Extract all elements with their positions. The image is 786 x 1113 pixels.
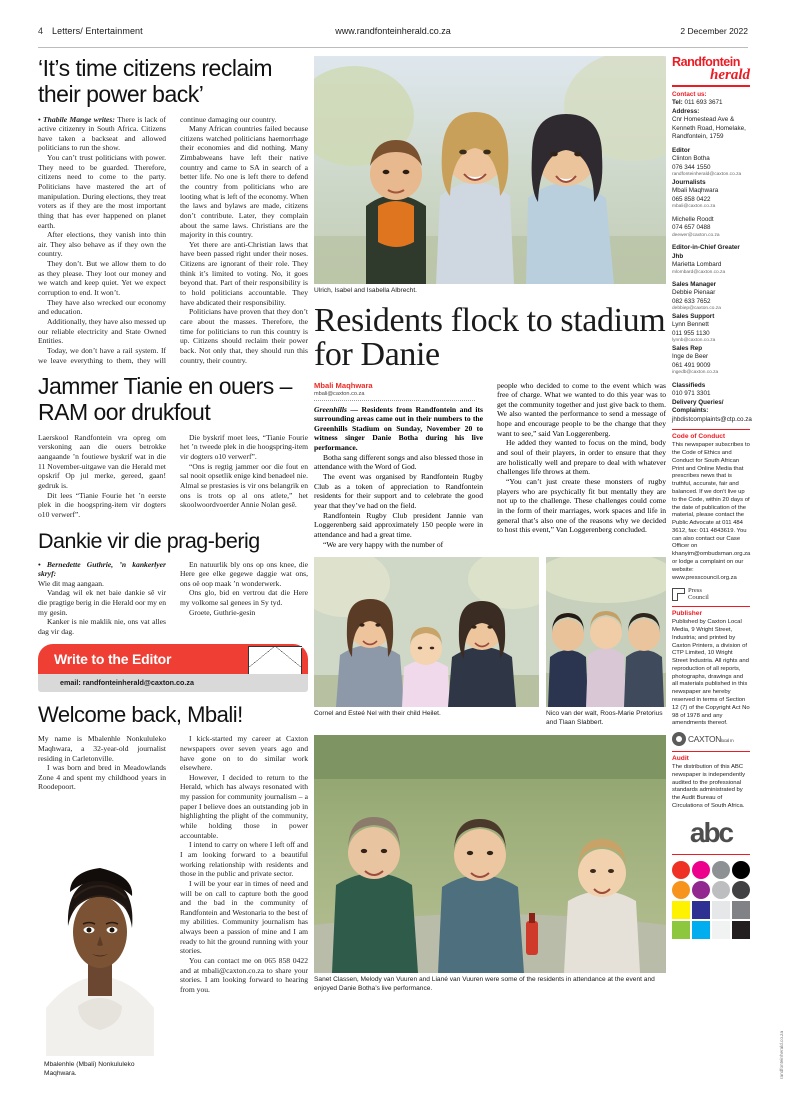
- swatch: [692, 861, 710, 879]
- sales-support-label: Sales Support: [672, 312, 715, 320]
- photo-nel-family: [314, 557, 539, 707]
- publication-date: 2 December 2022: [680, 26, 748, 36]
- editor-email[interactable]: randfonteinherald@caxton.co.za: [672, 172, 742, 178]
- swatch: [712, 921, 730, 939]
- write-to-editor-title: Write to the Editor: [54, 650, 172, 667]
- paragraph: Politicians have proven that they don’t care about the masses. Therefore, the time for politicians to run this country is up. Citizens should reclaim their power back. Not only that, they should run this country, their country.: [180, 307, 308, 365]
- logo-herald-text: herald: [709, 66, 750, 83]
- lede-paragraph: [314, 405, 483, 453]
- sales-manager-label: Sales Manager: [672, 280, 717, 288]
- divider-audit: [672, 751, 750, 752]
- page-header-bar: [38, 26, 748, 48]
- paragraph: The event was organised by Randfontein Rugby Club as a token of appreciation to Randfontein residents for their support and to celebrate the good year that they’ve had on the field.: [314, 472, 483, 510]
- paragraph: Dit lees “Tianie Fourie het ’n eerste plek in die hoogspring-item vir dogters o10 verwerf”.: [38, 490, 166, 519]
- headline-welcome-mbali: Welcome back, Mbali!: [38, 701, 243, 727]
- eic-name: Marietta Lombard: [672, 261, 722, 268]
- paragraph: They don’t. But we allow them to do as they please. They loot our money and we watch and keep quiet. Yet we expect corruption to end. It won’t.: [38, 259, 166, 298]
- delivery-email[interactable]: jhbdistcomplaints@ctp.co.za: [672, 415, 752, 423]
- write-to-editor-email-bar: [38, 674, 308, 692]
- journalist1-email[interactable]: mbali@caxton.co.za: [672, 204, 716, 210]
- paragraph: Yet there are anti-Christian laws that have been passed right under their noses. Citizens are ignorant of their role. They think it’s limited to voting. No, it goes beyond that. Part of their responsibility is to hold politicians accountable. They have abdicated their responsibility.: [180, 239, 308, 307]
- paragraph: people who decided to come to the event which was free of charge. What we wanted to do this year was to get the community together and just give back to them. We also wanted the performance to send a message of hope and encourage people to be the change that they want to see,” said Van Loggerenberg.: [497, 380, 666, 438]
- press-council-logo: [672, 587, 750, 601]
- audit-title: Audit: [672, 755, 689, 763]
- divider-swatches: [672, 854, 750, 855]
- residents-article-body: [314, 381, 666, 550]
- middle-column: [314, 56, 666, 993]
- headline-citizens-reclaim: ‘It’s time citizens reclaim their power back’: [38, 55, 273, 107]
- swatch: [732, 921, 750, 939]
- tel-row: [672, 99, 750, 108]
- journalists-label: Journalists: [672, 178, 706, 186]
- article-jammer-tianie: [38, 374, 308, 519]
- paragraph: I will be your ear in times of need and will be on call to capture both the good and the bad in the community of Randfontein and Westonaria to the best of my abilities. Community journalism has always been a passion of mine and I am ready to hit the ground running with your stories.: [180, 878, 308, 956]
- audit-body: The distribution of this ABC newspaper is independently audited to the professional standards administrated by the Audit Bureau of Circulations of South Africa.: [672, 764, 746, 809]
- sales-rep-phone: 061 491 9009: [672, 361, 711, 369]
- classifieds-label: Classifieds: [672, 381, 706, 389]
- address-label: Address:: [672, 107, 700, 115]
- eic-email[interactable]: mlombard@caxton.co.za: [672, 269, 726, 275]
- paragraph: En natuurlik bly ons op ons knee, die Here gee elke gegewe daggie wat ons, ons oë oop maak ’n wonderwerk.: [180, 559, 308, 588]
- editor-name: Clinton Botha: [672, 155, 710, 163]
- editor-phone: 076 344 1550: [672, 163, 711, 171]
- caxton-text: CAXTON: [688, 734, 721, 745]
- paragraph: Wie dit mag aangaan.: [38, 578, 104, 588]
- press-council-line1: Press: [688, 587, 702, 595]
- swatch: [692, 901, 710, 919]
- section-name: Letters/ Entertainment: [52, 26, 143, 36]
- photo-nel-family-wrap: [314, 557, 539, 727]
- author-name: Mbali Maqhwara: [314, 380, 373, 390]
- paragraph: Randfontein Rugby Club president Jannie van Loggerenberg said approximately 150 people were in attendance and had a great time.: [314, 510, 483, 539]
- sales-manager-name: Debbie Pienaar: [672, 289, 716, 297]
- caption-nel-family: Cornel and Esteé Nel with their child Heilet.: [314, 710, 441, 718]
- photo-nel-image: [314, 557, 539, 707]
- swatch: [692, 921, 710, 939]
- code-of-conduct-title: Code of Conduct: [672, 433, 726, 441]
- headline-jammer-tianie: Jammer Tianie en ouers – RAM oor drukfout: [38, 373, 292, 425]
- publication-logo: [672, 56, 750, 87]
- journalist2-email[interactable]: deewer@caxton.co.za: [672, 232, 720, 238]
- residents-body-left: [314, 381, 483, 550]
- lede-text: — Residents from Randfontein and its surrounding areas came out in their numbers to the Greenhills Stadium on Sunday, November 20 to witness singer Danie Botha during his live performance.: [314, 404, 483, 453]
- journalist2-phone: 074 657 0488: [672, 224, 711, 232]
- divider: [314, 400, 475, 401]
- paragraph: Kanker is nie maklik nie, ons vat alles dag vir dag.: [38, 617, 166, 636]
- sales-support-phone: 011 955 1130: [672, 329, 710, 337]
- colour-registration-swatches: [672, 861, 750, 939]
- paragraph: You can contact me on 065 858 0422 and at mbali@caxton.co.za to share your stories. I am looking forward to hearing from you.: [180, 955, 308, 994]
- eic-label: Editor-in-Chief Greater Jhb: [672, 244, 740, 260]
- paragraph: After elections, they vanish into thin air. They also behave as if they own the country.: [38, 230, 166, 259]
- caxton-logo: [672, 732, 750, 746]
- paragraph: Laerskool Randfontein vra opreg om verskoning aan die ouers betrokke aangaande ’n foutiewe byskrif wat in die 11 November-uitgawe van die Herald met opskrif Op jul merke, gereed, gaan! gedruk is.: [38, 432, 166, 490]
- audit-block: [672, 755, 750, 811]
- paragraph: You can’t trust politicians with power. They need to be guarded. Therefore, citizens need to come to the party. Politicians have mastered the art of manipulation. During elections, they treat voters as if they are the most important thing that has ever happened on planet earth.: [38, 153, 166, 230]
- paragraph: Botha sang different songs and also blessed those in attendance with the Word of God.: [314, 452, 483, 472]
- residents-body-right: [497, 381, 666, 550]
- portrait-image: [44, 838, 156, 1056]
- photo-picnic-image: [314, 735, 666, 973]
- paragraph: “We are very happy with the number of: [323, 539, 444, 549]
- swatch: [672, 881, 690, 899]
- sales-rep-name: Inge de Beer: [672, 353, 709, 361]
- delivery-label: Delivery Queries/ Complaints:: [672, 398, 724, 415]
- paragraph: He added they wanted to focus on the mind, body and soul of their players, in order to ensure that they are holistically well and prepare to deal with whatever challenges life throws at them.: [497, 438, 666, 477]
- sales-manager-phone: 082 633 7652: [672, 297, 711, 305]
- caption-mbali-portrait: Mbalenhle (Mbali) Nonkululeko Maqhwara.: [44, 1061, 135, 1077]
- press-council-line2: Council: [688, 594, 709, 602]
- press-council-mark-icon: [672, 588, 685, 601]
- paragraph: Many African countries failed because citizens watched politicians haemorrhage their economies and did nothing. Many Zimbabweans have left their native country and came to SA in search of a better life. No one is left there to defend the country from politicians who are looting what is left of the economy. When the laws and bylaws are made, citizens don’t contribute. Later, they complain about the same laws. Christians are the majority in this country.: [180, 124, 308, 240]
- paragraph: Die byskrif moet lees, “Tianie Fourie het ’n tweede plek in die hoogspring-item vir dogters o10 verwerf”.: [180, 432, 308, 461]
- swatch: [672, 901, 690, 919]
- paragraph: I was born and bred in Meadowlands Zone 4 and spent my childhood years in Roodepoort.: [38, 763, 166, 792]
- sales-support-name: Lynn Bennett: [672, 321, 709, 329]
- article-body-citizens: [38, 115, 308, 366]
- address-value: Cnr Homestead Ave & Kenneth Road, Homelake, Randfontein, 1759: [672, 116, 746, 141]
- swatch: [712, 901, 730, 919]
- photo-row-2: [314, 557, 666, 727]
- logo-randfontein-text: Randfontein: [672, 55, 740, 69]
- code-of-conduct-body: This newspaper subscribes to the Code of Ethics and Conduct for South African Print and Online Media that prescribes news that is truthful, accurate, fair and balanced. If we don’t live up to the Code, within 20 days of the date of publication of the material, please contact the Public Advocate at 011 484 3612, fax: 011 4843619. You can also contact our Case Officer on khanyim@ombudsman.org.za or lodge a complaint on our website: www.presscouncil.org.za: [672, 442, 751, 581]
- swatch: [712, 881, 730, 899]
- article-dankie: [38, 529, 308, 636]
- caxton-mark-icon: [672, 732, 686, 746]
- paragraph: Groete, Guthrie-gesin: [189, 607, 256, 617]
- sales-rep-label: Sales Rep: [672, 344, 703, 352]
- logo-divider: [672, 85, 750, 87]
- swatch: [732, 861, 750, 879]
- sales-manager-email[interactable]: debbiep@caxton.co.za: [672, 306, 721, 312]
- masthead-sidebar: [672, 56, 750, 939]
- byline: • Thabile Mange writes:: [38, 114, 115, 124]
- write-to-editor-banner[interactable]: [38, 644, 308, 692]
- swatch: [672, 861, 690, 879]
- divider-code: [672, 429, 750, 430]
- paragraph: [38, 560, 166, 579]
- caxton-sub: local m: [720, 738, 734, 744]
- contact-title: Contact us:: [672, 90, 707, 98]
- website-url[interactable]: www.randfonteinherald.co.za: [335, 26, 451, 36]
- photo-picnic: [314, 735, 666, 973]
- photo-trio-image: [546, 557, 666, 707]
- paragraph: However, I decided to return to the Herald, which has always resonated with my passion for community journalism – a paper I believe does an outstanding job in highlighting the plight of the community, while holding those in power accountable.: [180, 772, 308, 840]
- swatch: [692, 881, 710, 899]
- paragraph: Ons glo, bid en vertrou dat die Here my volkome sal genees in Sy tyd.: [180, 588, 308, 608]
- tel-label: Tel:: [672, 99, 683, 107]
- swatch: [712, 861, 730, 879]
- journalist2-name: Michelle Roodt: [672, 215, 714, 223]
- publisher-block: [672, 610, 750, 728]
- photo-trio-wrap: [546, 557, 666, 727]
- publisher-title: Publisher: [672, 610, 703, 618]
- sales-rep-email[interactable]: ingedb@caxton.co.za: [672, 370, 719, 376]
- page-number: 4: [38, 26, 44, 36]
- photo-albrecht-image: [314, 56, 666, 284]
- paragraph: Vandag wil ek net baie dankie sê vir die pragtige berig in die Herald oor my en my gesin.: [38, 588, 166, 617]
- code-of-conduct-block: [672, 433, 750, 582]
- tel-value: 011 693 3671: [684, 99, 723, 107]
- sales-support-email[interactable]: lynnb@caxton.co.za: [672, 338, 716, 344]
- byline: • Bernedette Guthrie, ’n kankerlyer skryf:: [38, 559, 166, 579]
- headline-residents-flock: Residents flock to stadium for Danie: [314, 301, 666, 373]
- paragraph: I kick-started my career at Caxton newspapers over seven years ago and have gone on to do similar work elsewhere.: [180, 734, 308, 773]
- article-citizens-reclaim: [38, 56, 308, 365]
- swatch: [672, 921, 690, 939]
- swatch: [732, 901, 750, 919]
- photo-albrecht-family: [314, 56, 666, 284]
- swatch: [732, 881, 750, 899]
- caption-trio: Nico van der walt, Roos-Marie Pretorius and Tlaan Slabbert.: [546, 710, 663, 726]
- editor-label: Editor: [672, 146, 691, 154]
- photo-trio: [546, 557, 666, 707]
- paragraph: [38, 115, 166, 154]
- publisher-body: Published by Caxton Local Media, 9 Wright Street, Industria; and printed by Caxton Printers, a division of CTP Limited, 10 Wright Street Industria. All rights and reproduction of all reports, photographs, drawings and all materials published in this newspaper are hereby reserved in terms of Section 12 (7) of the Copyright Act No 98 of 1978 and any amendments thereof.: [672, 619, 750, 727]
- caption-albrecht-family: Ulrich, Isabel and Isabella Albrecht.: [314, 287, 417, 294]
- paragraph: They have also wrecked our economy and education.: [38, 297, 166, 317]
- author-email[interactable]: mbali@caxton.co.za: [314, 390, 365, 397]
- headline-dankie: Dankie vir die prag-berig: [38, 529, 260, 554]
- paragraph: Additionally, they have also messed up our reliable electricity and State Owned Entities.: [38, 316, 166, 346]
- photo-mbali-portrait: [44, 838, 156, 1056]
- caption-picnic: Sanet Classen, Melody van Vuuren and Liané van Vuuren were some of the residents in attendance at the event and enjoyed Danie Botha’s live performance.: [314, 976, 655, 992]
- paragraph: “You can’t just create these monsters of rugby players who are psychically fit but mentally they are not up to the challenge. These challenges could come in the form of their marriages, work spaces and life in general that’s also one of the reasons why we decided to host this event,” Van Loggerenberg concluded.: [497, 476, 666, 535]
- paragraph-text: There is lack of active citizenry in South Africa. Citizens have taken a backseat and allowed politicians to run the show.: [38, 114, 166, 153]
- article-body-jammer: [38, 433, 308, 520]
- abc-logo: abc: [689, 816, 733, 848]
- journalist1-phone: 065 858 0422: [672, 195, 711, 203]
- paragraph: My name is Mbalenhle Nonkululeko Maqhwara, a 32-year-old journalist residing in Carletonville.: [38, 734, 166, 763]
- vertical-url-note: randfonteinherald.co.za: [779, 1030, 784, 1079]
- paragraph: I intend to carry on where I left off and I am looking forward to a beautiful working relationship with residents and those in the public and private sector.: [180, 840, 308, 879]
- article-body-dankie: [38, 560, 308, 637]
- write-to-editor-email[interactable]: email: randfonteinherald@caxton.co.za: [60, 678, 195, 688]
- divider-publisher: [672, 606, 750, 607]
- paragraph: Today, we don’t have a rail system. If we leave everything to them, they will continue damaging our country.: [38, 114, 277, 365]
- journalist1-name: Mbali Maqhwara: [672, 187, 719, 195]
- lede-place: Greenhills: [314, 404, 347, 414]
- contact-block: [672, 91, 750, 425]
- paragraph: “Ons is regtig jammer oor die fout en sal nooit opsetlik enige kind benadeel nie. Almal se prestasies is vir ons belangrik en ons is trots op al ons atlete,” het skoolwoordvoerder Annie Nolan gesê.: [180, 461, 309, 510]
- classifieds-phone: 010 971 3301: [672, 390, 711, 398]
